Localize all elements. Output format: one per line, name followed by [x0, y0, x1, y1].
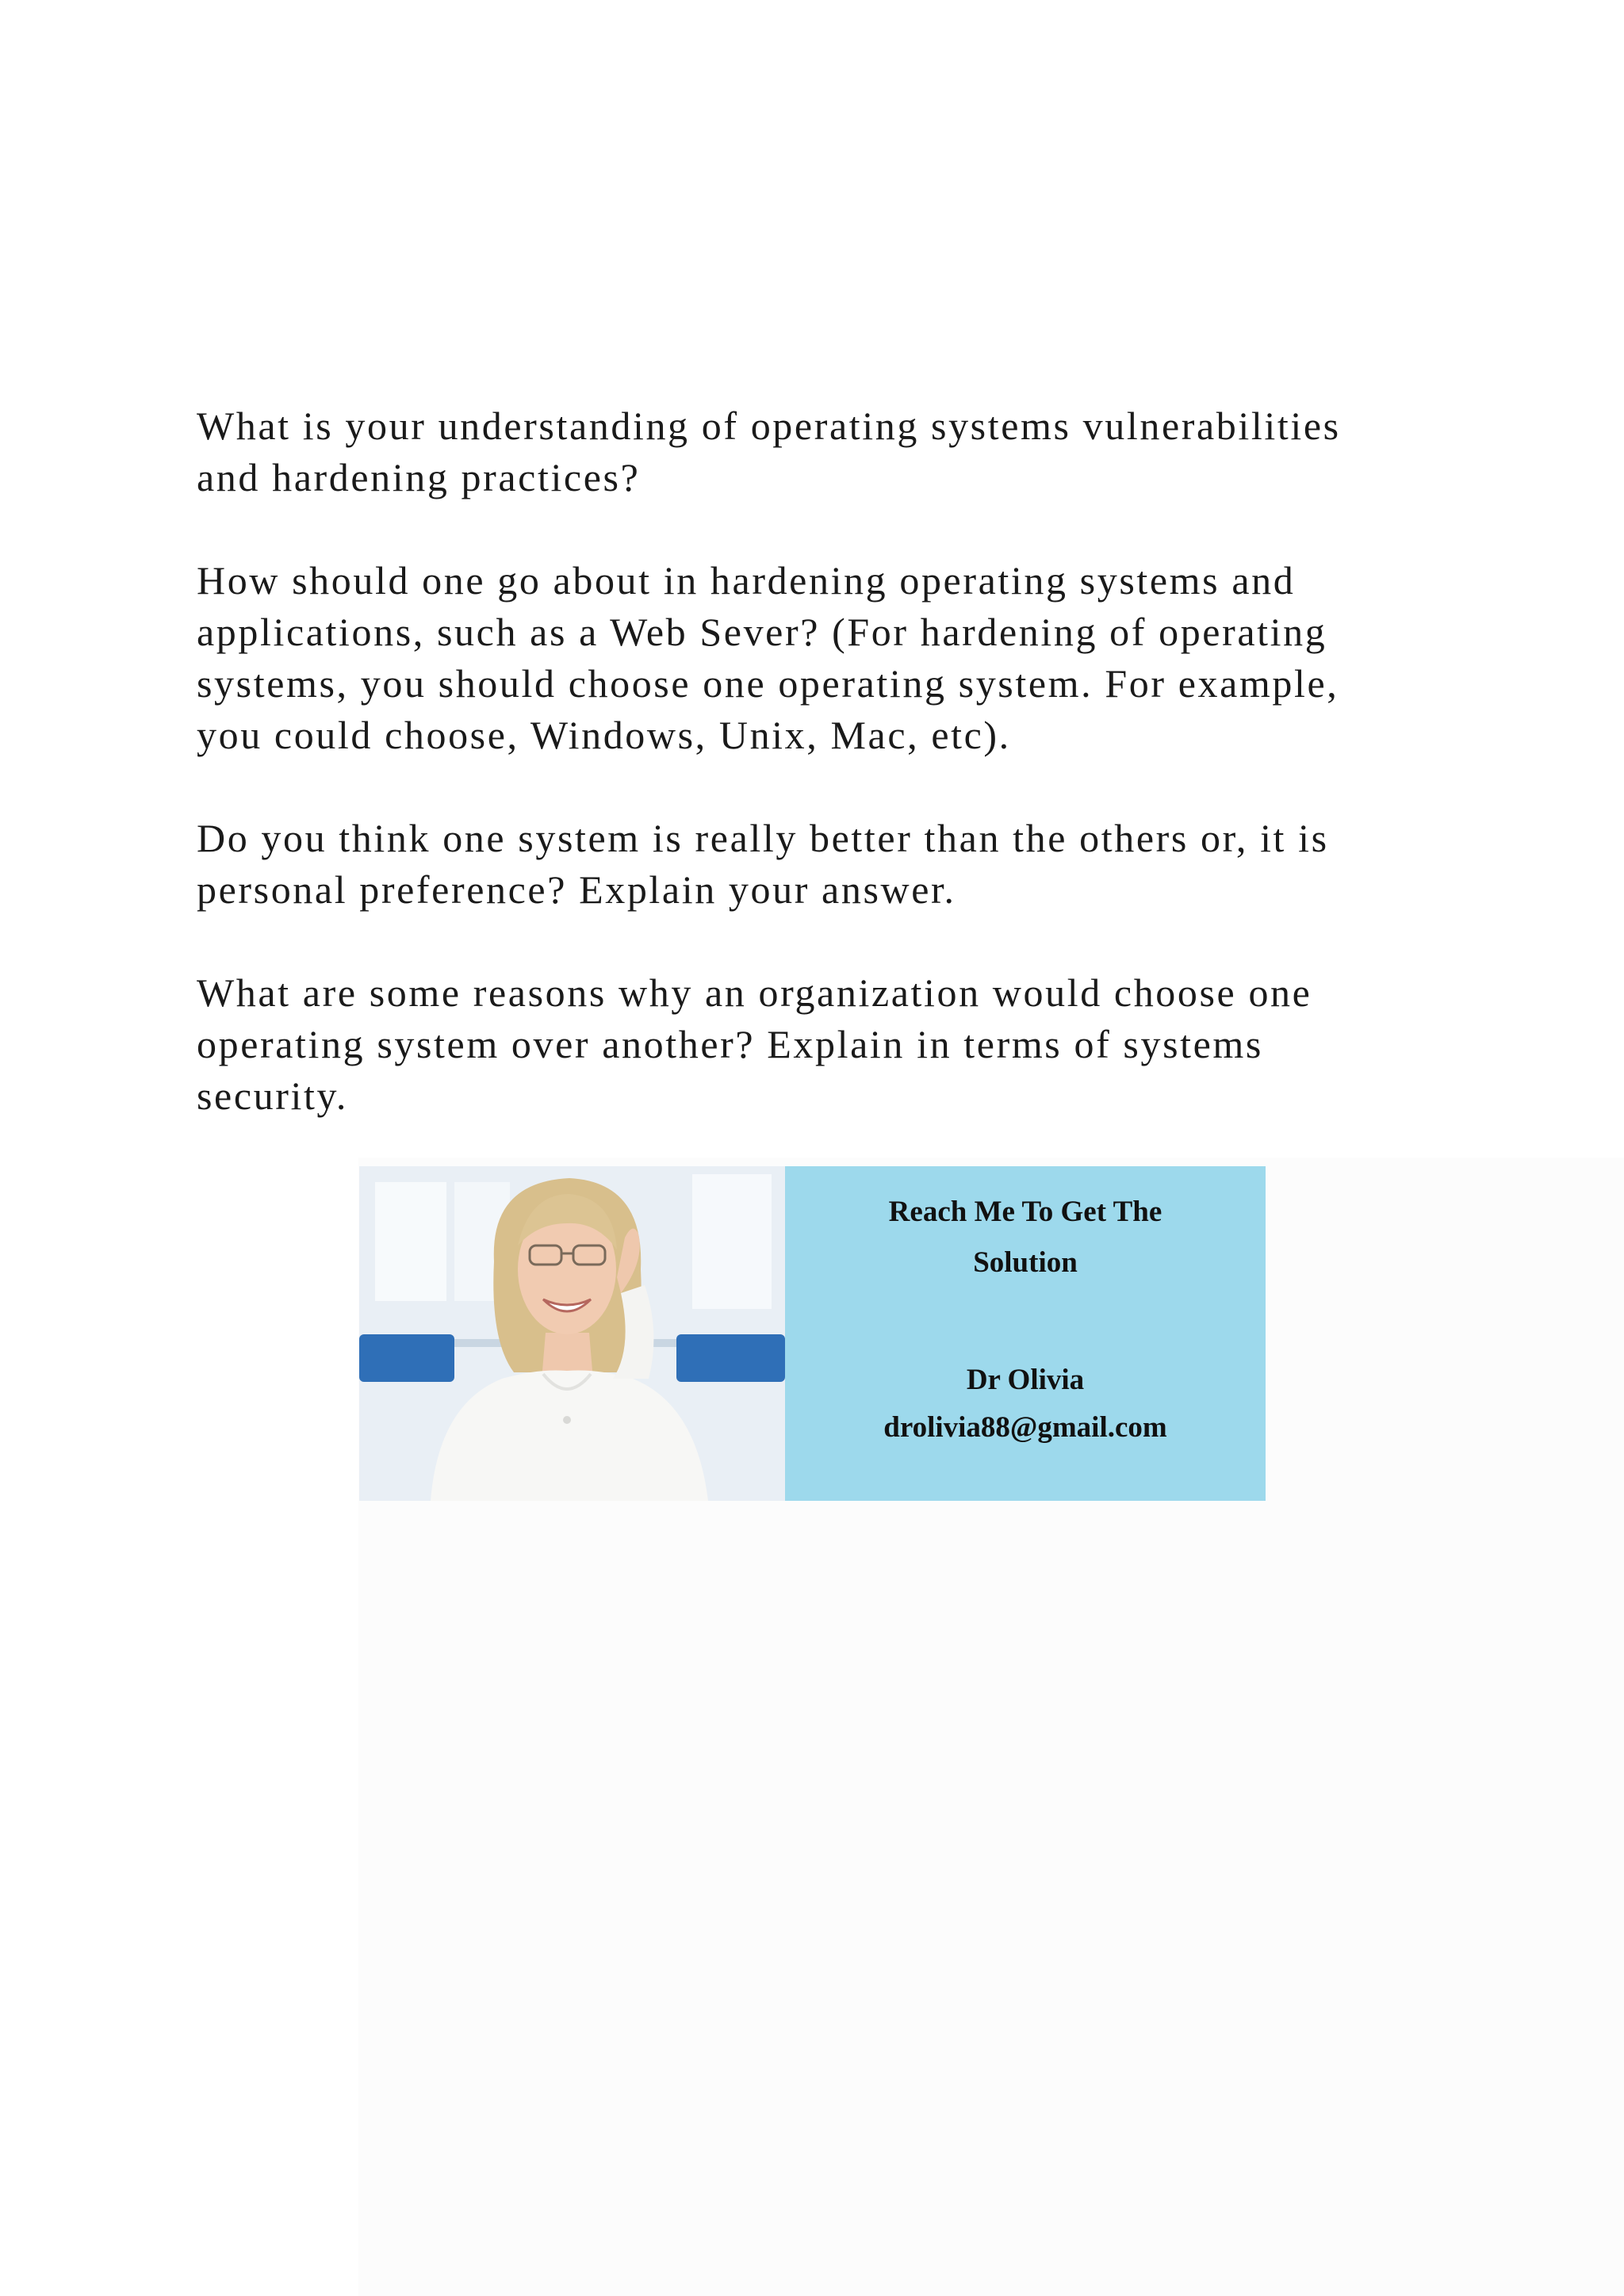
contact-banner	[359, 1166, 1266, 1501]
question-paragraph-1: What is your understanding of operating systems vulnerabilities and hardening practices?	[197, 404, 1341, 499]
woman-photo-illustration	[359, 1166, 785, 1501]
question-paragraph-4: What are some reasons why an organization would choose one operating system over another? Explain in terms of systems security.	[197, 970, 1312, 1118]
question-paragraph-3: Do you think one system is really better than the others or, it is personal preference? Explain your answer.	[197, 816, 1329, 912]
contact-name: Dr Olivia	[966, 1364, 1085, 1396]
question-paragraph-2: How should one go about in hardening operating systems and applications, such as a Web Sever? (For hardening of operating systems, you should choose one operating system. For example, you could choose, Windows, Unix, Mac, etc).	[197, 558, 1339, 757]
banner-headline-line1: Reach Me To Get The	[888, 1196, 1162, 1228]
contact-info-panel	[785, 1166, 1266, 1501]
woman-photo	[359, 1166, 785, 1501]
question-text-block	[197, 400, 1465, 1122]
contact-email: drolivia88@gmail.com	[883, 1411, 1167, 1444]
banner-headline-line2: Solution	[973, 1246, 1078, 1279]
